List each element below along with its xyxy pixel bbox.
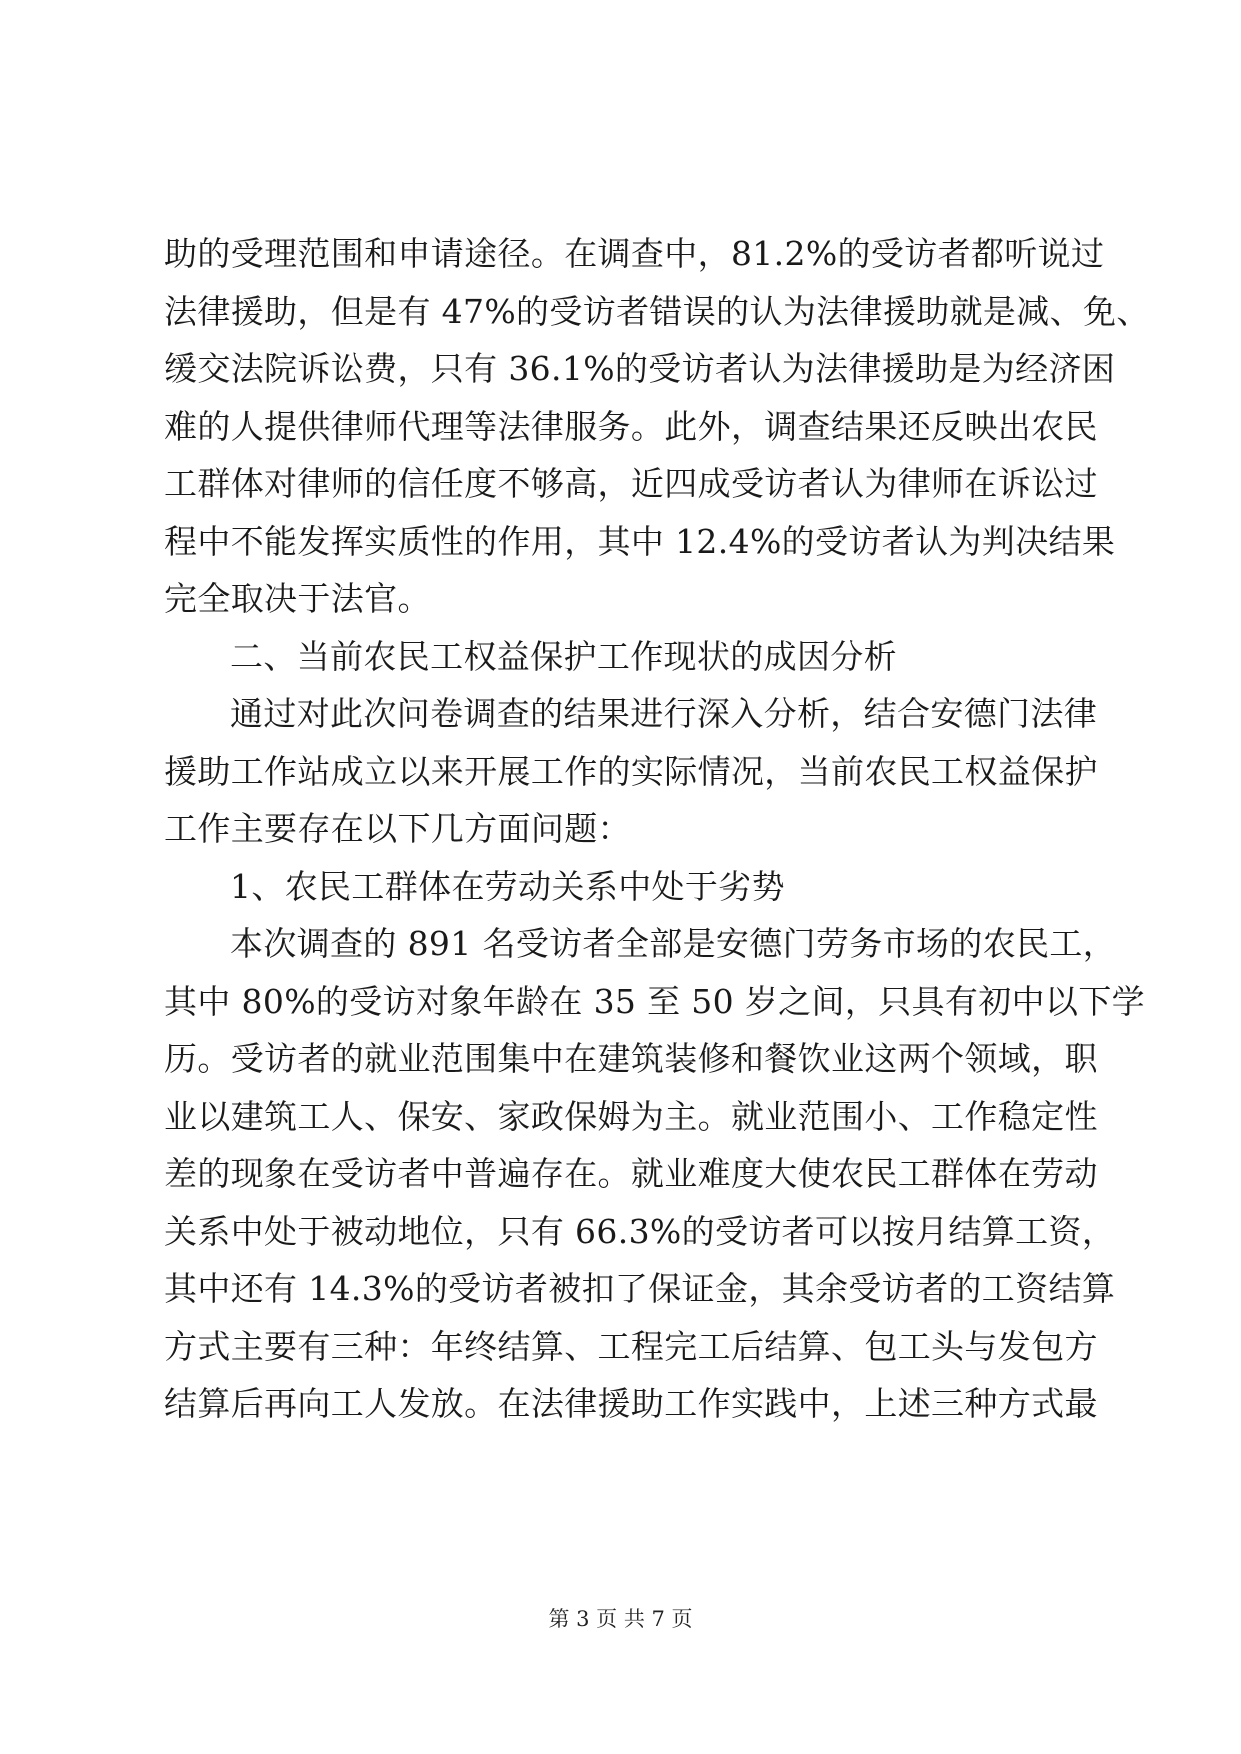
text-line: 工群体对律师的信任度不够高，近四成受访者认为律师在诉讼过 <box>164 464 1098 503</box>
text-line: 差的现象在受访者中普遍存在。就业难度大使农民工群体在劳动 <box>164 1154 1098 1193</box>
text-line: 本次调查的 891 名受访者全部是安德门劳务市场的农民工， <box>230 924 1117 963</box>
section-heading: 二、当前农民工权益保护工作现状的成因分析 <box>230 636 897 676</box>
text-line: 关系中处于被动地位，只有 66.3%的受访者可以按月结算工资， <box>164 1211 1116 1251</box>
text-line: 程中不能发挥实质性的作用，其中 12.4%的受访者认为判决结果 <box>164 521 1116 561</box>
text-line: 援助工作站成立以来开展工作的实际情况，当前农民工权益保护 <box>164 751 1098 791</box>
text-line: 通过对此次问卷调查的结果进行深入分析，结合安德门法律 <box>230 694 1098 733</box>
text-line: 助的受理范围和申请途径。在调查中，81.2%的受访者都听说过 <box>164 234 1105 273</box>
document-body <box>164 225 1150 1433</box>
text-line: 业以建筑工人、保安、家政保姆为主。就业范围小、工作稳定性 <box>164 1096 1098 1136</box>
text-line: 工作主要存在以下几方面问题： <box>164 809 631 848</box>
text-line: 完全取决于法官。 <box>164 579 431 618</box>
subsection-heading: 1、农民工群体在劳动关系中处于劣势 <box>230 866 785 906</box>
page-number-footer: 第 3 页 共 7 页 <box>548 1607 693 1631</box>
text-line: 方式主要有三种：年终结算、工程完工后结算、包工头与发包方 <box>164 1326 1098 1366</box>
text-line: 结算后再向工人发放。在法律援助工作实践中，上述三种方式最 <box>164 1384 1098 1423</box>
text-line: 其中还有 14.3%的受访者被扣了保证金，其余受访者的工资结算 <box>164 1269 1116 1308</box>
text-line: 法律援助，但是有 47%的受访者错误的认为法律援助就是减、免、 <box>164 291 1150 331</box>
text-line: 其中 80%的受访对象年龄在 35 至 50 岁之间，只具有初中以下学 <box>164 981 1146 1021</box>
text-line: 历。受访者的就业范围集中在建筑装修和餐饮业这两个领域，职 <box>164 1039 1098 1078</box>
text-line: 缓交法院诉讼费，只有 36.1%的受访者认为法律援助是为经济困 <box>164 349 1116 388</box>
text-line: 难的人提供律师代理等法律服务。此外，调查结果还反映出农民 <box>164 406 1098 446</box>
